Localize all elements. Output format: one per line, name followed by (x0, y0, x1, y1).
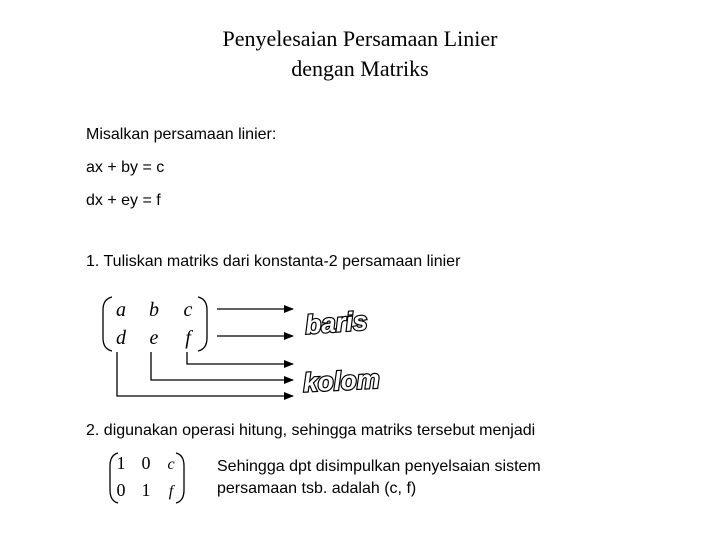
matrix1-entry-a: a (116, 299, 126, 321)
matrix2-entry-r2c3: f (168, 483, 174, 500)
title-line-2: dengan Matriks (291, 56, 429, 81)
matrix1-entry-b: b (149, 299, 159, 321)
step-2-text: 2. digunakan operasi hitung, sehingga matriks tersebut menjadi (86, 422, 536, 439)
matrix2-entry-r1c1: 1 (116, 453, 126, 473)
step-1-text: 1. Tuliskan matriks dari konstanta-2 persamaan linier (86, 253, 461, 270)
matrix2-entry-r2c2: 1 (141, 480, 151, 500)
intro-text: Misalkan persamaan linier: (86, 126, 277, 143)
column1-arrow (117, 352, 293, 396)
matrix1-entry-f: f (185, 327, 191, 349)
matrix2-entry-r1c2: 0 (141, 453, 151, 473)
conclusion-line-2: persamaan tsb. adalah (c, f) (217, 480, 417, 497)
matrix1-entry-c: c (183, 299, 193, 321)
matrix1-left-bracket (103, 297, 112, 351)
matrix1-entry-e: e (149, 327, 159, 349)
column3-arrow (187, 352, 293, 364)
title-line-1: Penyelesaian Persamaan Linier (222, 26, 498, 51)
matrix2-right-bracket (176, 453, 184, 503)
baris-label: baris (304, 305, 369, 340)
conclusion-line-1: Sehingga dpt disimpulkan penyelsaian sistem (217, 458, 541, 475)
equation-1: ax + by = c (86, 159, 165, 176)
kolom-label: kolom (302, 363, 381, 398)
equation-2: dx + ey = f (86, 192, 161, 209)
matrix1-right-bracket (198, 297, 207, 351)
column2-arrow (151, 352, 293, 380)
matrix1-entry-d: d (116, 327, 126, 349)
matrix2-entry-r2c1: 0 (116, 480, 126, 500)
matrix2-entry-r1c3: c (167, 456, 175, 473)
